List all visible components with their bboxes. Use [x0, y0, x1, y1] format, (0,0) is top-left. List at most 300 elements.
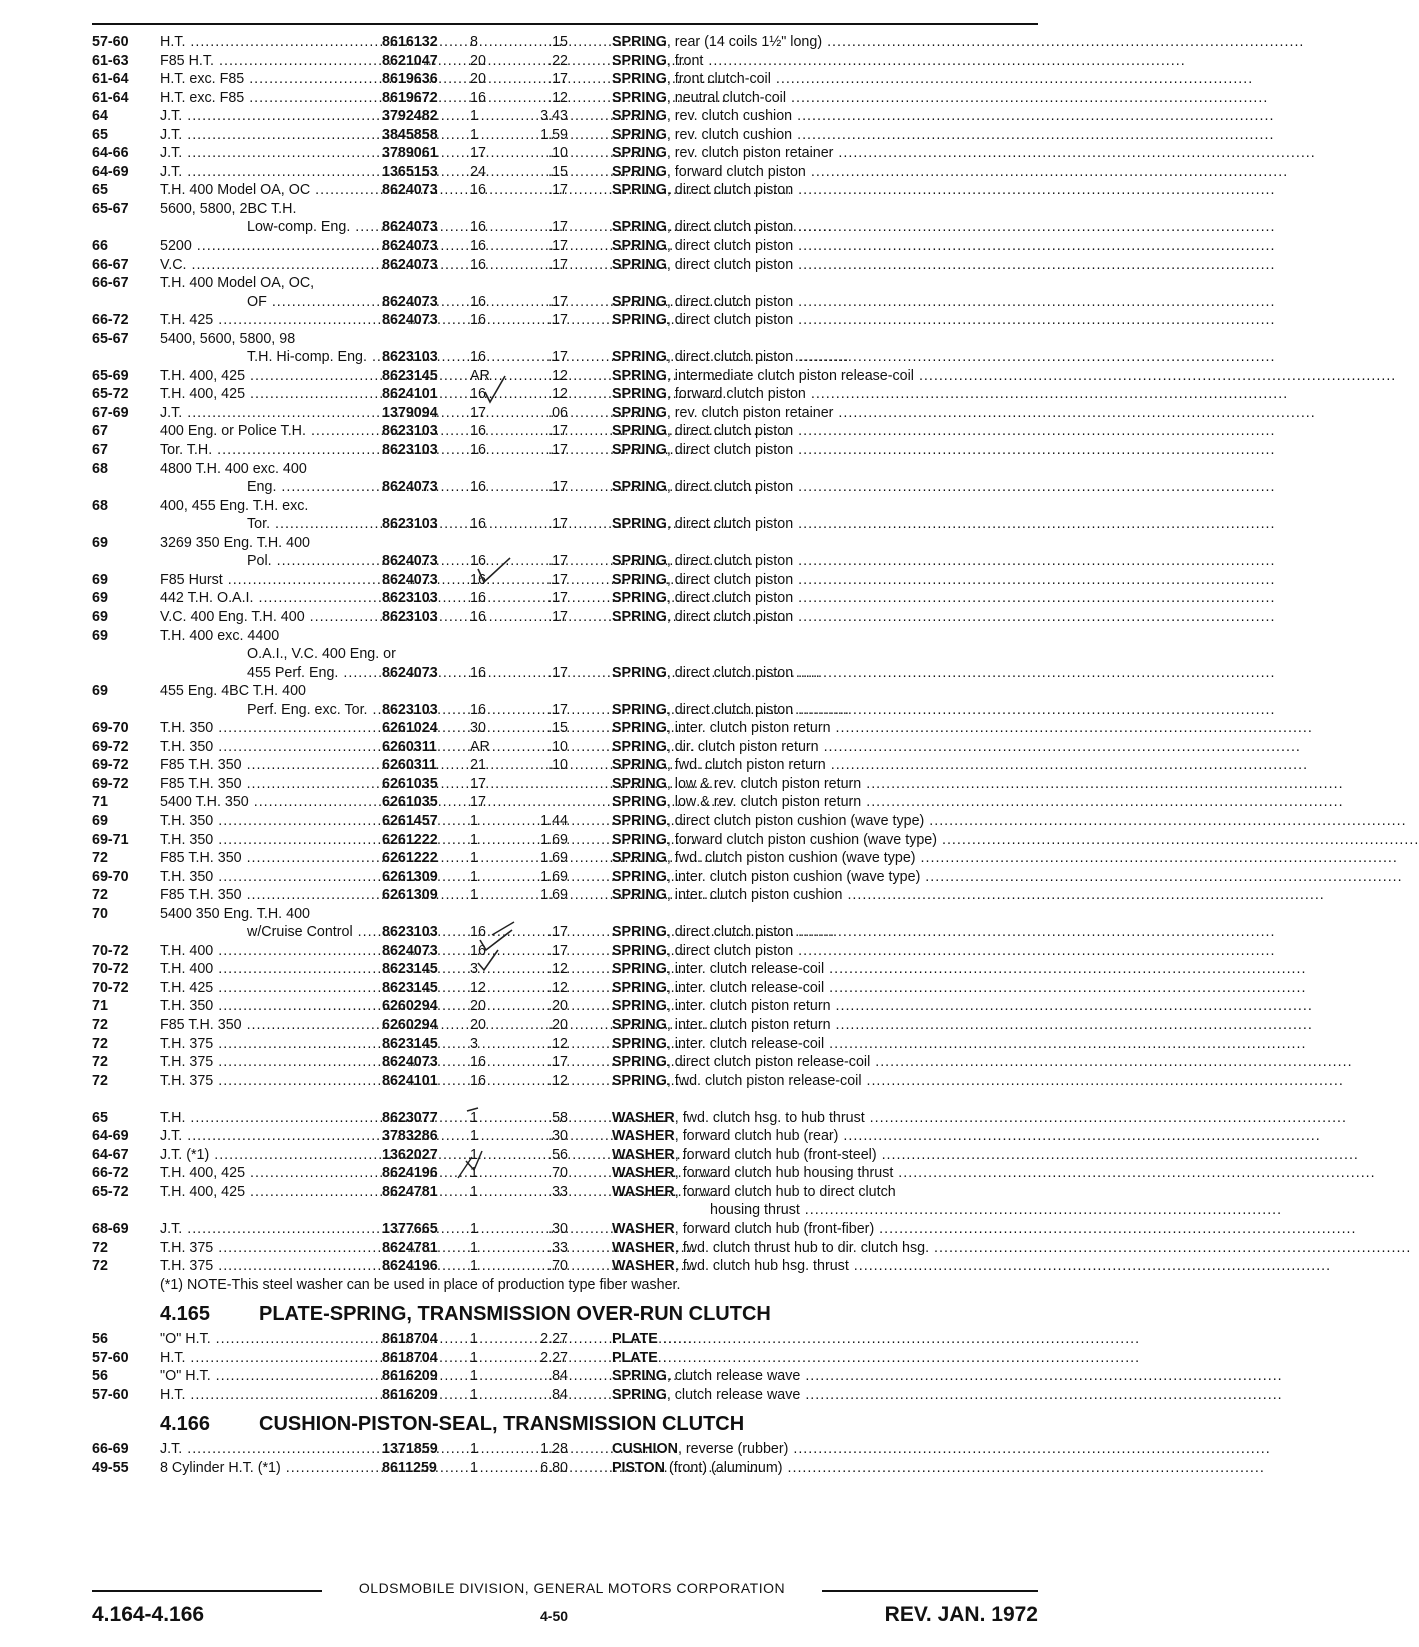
quantity: 24	[470, 163, 486, 180]
part-name: SPRING	[612, 757, 667, 774]
model-years: 64-66	[92, 145, 129, 162]
table-row	[92, 181, 1038, 200]
part-name: SPRING	[612, 1386, 667, 1403]
application: 5400 350 Eng. T.H. 400	[160, 905, 310, 922]
model-years: 70	[92, 905, 108, 922]
part-name: SPRING	[612, 720, 667, 737]
part-detail: , intermediate clutch piston release-coil	[666, 367, 914, 384]
description-continuation: housing thrust .....	[710, 1201, 1036, 1220]
part-name: SPRING	[612, 423, 667, 440]
part-number: 8618704	[382, 1349, 438, 1366]
quantity: 1	[470, 1109, 478, 1126]
application: 442 T.H. O.A.I. .....	[160, 589, 378, 608]
description	[612, 886, 1036, 905]
table-row	[92, 905, 1038, 924]
table-row	[92, 311, 1038, 330]
model-years: 65-67	[92, 330, 129, 347]
price: .12	[548, 89, 568, 106]
application: T.H. Hi-comp. Eng. .....	[247, 348, 378, 367]
price: .30	[548, 1128, 568, 1145]
part-detail: , low & rev. clutch piston return	[666, 794, 862, 811]
price: .17	[548, 590, 568, 607]
part-number: 8623145	[382, 1035, 438, 1052]
price: .12	[548, 367, 568, 384]
table-row	[92, 868, 1038, 887]
description	[612, 979, 1036, 998]
part-detail: , forward clutch hub (rear)	[674, 1128, 839, 1145]
price: .12	[548, 979, 568, 996]
application: T.H. 350 .....	[160, 812, 378, 831]
quantity: 16	[470, 238, 486, 255]
table-row	[92, 1016, 1038, 1035]
part-number: 8624781	[382, 1239, 438, 1256]
part-detail: , fwd. clutch piston release-coil	[666, 1072, 862, 1089]
part-number: 8624073	[382, 182, 438, 199]
part-detail: , rev. clutch piston retainer	[666, 145, 834, 162]
part-detail: , direct clutch piston cushion (wave type)	[666, 812, 925, 829]
model-years: 69-70	[92, 720, 129, 737]
quantity: 16	[470, 701, 486, 718]
application: T.H. 350 .....	[160, 997, 378, 1016]
part-detail: , forward clutch piston cushion (wave type)	[666, 831, 938, 848]
model-years: 69	[92, 534, 108, 551]
quantity: 20	[470, 52, 486, 69]
price: .17	[548, 701, 568, 718]
description	[612, 775, 1036, 794]
quantity: 1	[470, 850, 478, 867]
model-years: 67	[92, 442, 108, 459]
part-detail: , direct clutch piston	[666, 516, 794, 533]
part-detail: , direct clutch piston	[666, 553, 794, 570]
quantity: 16	[470, 1072, 486, 1089]
table-row	[92, 960, 1038, 979]
application: F85 Hurst .....	[160, 571, 378, 590]
part-name: SPRING	[612, 942, 667, 959]
model-years: 70-72	[92, 961, 129, 978]
table-row	[92, 52, 1038, 71]
table-row	[92, 70, 1038, 89]
application: T.H. 400 .....	[160, 942, 378, 961]
table-row	[92, 404, 1038, 423]
description	[612, 1239, 1036, 1258]
part-number: 8624073	[382, 312, 438, 329]
part-detail: , inter. clutch piston cushion (wave type)	[666, 868, 921, 885]
model-years: 65	[92, 182, 108, 199]
application: F85 T.H. 350 .....	[160, 886, 378, 905]
application: T.H. 400 Model OA, OC,	[160, 275, 315, 292]
model-years: 69	[92, 812, 108, 829]
quantity: 20	[470, 71, 486, 88]
application: T.H. 425 .....	[160, 311, 378, 330]
application: T.H. 375 .....	[160, 1053, 378, 1072]
description	[612, 1127, 1036, 1146]
model-years: 69-72	[92, 775, 129, 792]
table-row	[92, 1109, 1038, 1128]
quantity: 30	[470, 720, 486, 737]
application: T.H. 425 .....	[160, 979, 378, 998]
part-number: 8624073	[382, 1054, 438, 1071]
application: 455 Perf. Eng. .....	[247, 664, 378, 683]
application: J.T. .....	[160, 1440, 378, 1459]
description	[612, 348, 1036, 367]
application: H.T. .....	[160, 33, 378, 52]
application: T.H. 350 .....	[160, 738, 378, 757]
part-number: 1371859	[382, 1441, 438, 1458]
part-number: 8624073	[382, 479, 438, 496]
table-row	[92, 144, 1038, 163]
part-number: 8623103	[382, 349, 438, 366]
part-detail: , fwd. clutch piston cushion (wave type)	[666, 850, 916, 867]
quantity: 16	[470, 182, 486, 199]
model-years: 68	[92, 497, 108, 514]
application: O.A.I., V.C. 400 Eng. or	[247, 646, 396, 663]
table-row	[92, 812, 1038, 831]
application: T.H. 375 .....	[160, 1072, 378, 1091]
part-name: SPRING	[612, 590, 667, 607]
part-name: SPRING	[612, 794, 667, 811]
part-number: 8624073	[382, 256, 438, 273]
model-years: 72	[92, 1258, 108, 1275]
description	[612, 293, 1036, 312]
part-number: 3792482	[382, 108, 438, 125]
quantity: 1	[470, 1331, 478, 1348]
model-years: 57-60	[92, 1386, 129, 1403]
table-row	[92, 274, 1038, 293]
table-row	[92, 1183, 1038, 1202]
part-detail: , forward clutch hub (front-fiber)	[674, 1221, 875, 1237]
part-number: 6261457	[382, 812, 438, 829]
quantity: 1	[470, 1128, 478, 1145]
part-detail: , direct clutch piston	[666, 312, 794, 329]
section-heading	[92, 1294, 1038, 1330]
part-name: SPRING	[612, 1016, 667, 1033]
price: 1.69	[540, 831, 568, 848]
part-number: 8623103	[382, 423, 438, 440]
quantity: 16	[470, 423, 486, 440]
table-row	[92, 441, 1038, 460]
part-detail: , clutch release wave	[666, 1386, 801, 1403]
price: .17	[548, 238, 568, 255]
table-row	[92, 237, 1038, 256]
price: .56	[548, 1146, 568, 1163]
part-number: 6260294	[382, 1016, 438, 1033]
application: Eng. .....	[247, 478, 378, 497]
part-number: 8623145	[382, 367, 438, 384]
application: T.H. 400, 425 .....	[160, 367, 378, 386]
quantity: 20	[470, 1016, 486, 1033]
table-row	[92, 1386, 1038, 1405]
part-name: WASHER	[612, 1165, 675, 1182]
part-name: SPRING	[612, 182, 667, 199]
model-years: 71	[92, 794, 108, 811]
table-row	[92, 664, 1038, 683]
quantity: 1	[470, 1221, 478, 1237]
footnote-row	[92, 1276, 1038, 1295]
price: .17	[548, 664, 568, 681]
table-row	[92, 534, 1038, 553]
part-name: SPRING	[612, 979, 667, 996]
part-name: PISTON	[612, 1459, 665, 1476]
part-number: 1362027	[382, 1146, 438, 1163]
application: V.C. 400 Eng. T.H. 400 .....	[160, 608, 378, 627]
application: T.H. 400, 425 .....	[160, 385, 378, 404]
table-row	[92, 1330, 1038, 1349]
application: T.H. 400 Model OA, OC .....	[160, 181, 378, 200]
application: 455 Eng. 4BC T.H. 400	[160, 683, 306, 700]
part-detail: , forward clutch piston	[666, 163, 806, 180]
application: T.H. .....	[160, 1109, 378, 1128]
part-name: SPRING	[612, 738, 667, 755]
part-name: WASHER	[612, 1239, 675, 1256]
quantity: 16	[470, 516, 486, 533]
part-name: SPRING	[612, 367, 667, 384]
description	[612, 218, 1036, 237]
application: H.T. .....	[160, 1386, 378, 1405]
price: .15	[548, 720, 568, 737]
part-detail: , fwd. clutch hsg. to hub thrust	[674, 1109, 865, 1126]
description	[612, 1257, 1036, 1276]
part-name: WASHER	[612, 1258, 675, 1275]
model-years: 67-69	[92, 404, 129, 421]
price: .20	[548, 1016, 568, 1033]
table-row	[92, 385, 1038, 404]
part-name: SPRING	[612, 571, 667, 588]
model-years: 69-70	[92, 868, 129, 885]
quantity: 12	[470, 979, 486, 996]
description	[612, 367, 1036, 386]
table-row	[92, 1127, 1038, 1146]
quantity: 1	[470, 1239, 478, 1256]
part-number: 8624073	[382, 571, 438, 588]
application: T.H. 375 .....	[160, 1035, 378, 1054]
price: .12	[548, 961, 568, 978]
table-row	[92, 756, 1038, 775]
table-row	[92, 1146, 1038, 1165]
table-row	[92, 552, 1038, 571]
price: .17	[548, 256, 568, 273]
quantity: 16	[470, 293, 486, 310]
description	[612, 1386, 1036, 1405]
part-number: 6261222	[382, 850, 438, 867]
part-detail: , clutch release wave	[666, 1368, 801, 1385]
table-row	[92, 589, 1038, 608]
quantity: 16	[470, 219, 486, 236]
model-years: 72	[92, 887, 108, 904]
model-years: 70-72	[92, 942, 129, 959]
model-years: 56	[92, 1331, 108, 1348]
part-detail: , direct clutch piston	[666, 924, 794, 941]
part-name: SPRING	[612, 961, 667, 978]
table-row	[92, 627, 1038, 646]
part-name: WASHER	[612, 1221, 675, 1237]
price: .33	[548, 1183, 568, 1200]
part-name: WASHER	[612, 1183, 675, 1200]
table-row	[92, 256, 1038, 275]
part-name: WASHER	[612, 1146, 675, 1163]
table-row	[92, 701, 1038, 720]
part-name: SPRING	[612, 34, 667, 50]
price: .84	[548, 1368, 568, 1385]
quantity: 1	[470, 1258, 478, 1275]
quantity: 1	[470, 868, 478, 885]
part-detail: , direct clutch piston	[666, 256, 794, 273]
model-years: 61-63	[92, 52, 129, 69]
section-title: PLATE-SPRING, TRANSMISSION OVER-RUN CLUTCH	[259, 1303, 771, 1326]
quantity: 1	[470, 1146, 478, 1163]
part-detail: , rev. clutch piston retainer	[666, 404, 834, 421]
price: .12	[548, 1035, 568, 1052]
part-detail: , direct clutch piston	[666, 349, 794, 366]
model-years: 69	[92, 627, 108, 644]
price: .17	[548, 349, 568, 366]
table-row	[92, 126, 1038, 145]
part-name: SPRING	[612, 312, 667, 329]
part-number: 8623103	[382, 516, 438, 533]
parts-list	[92, 33, 1038, 1477]
part-detail: , front	[666, 52, 704, 69]
part-name: SPRING	[612, 71, 667, 88]
application: Tor. .....	[247, 515, 378, 534]
price: .33	[548, 1239, 568, 1256]
part-detail: , direct clutch piston	[666, 182, 794, 199]
price: .17	[548, 312, 568, 329]
model-years: 69-72	[92, 738, 129, 755]
table-row	[92, 571, 1038, 590]
price: .17	[548, 479, 568, 496]
section-title: CUSHION-PISTON-SEAL, TRANSMISSION CLUTCH	[259, 1413, 745, 1436]
model-years: 66-72	[92, 312, 129, 329]
part-name: SPRING	[612, 256, 667, 273]
footer-rule-right	[822, 1590, 1038, 1592]
table-row	[92, 1053, 1038, 1072]
part-name: SPRING	[612, 349, 667, 366]
price: .84	[548, 1386, 568, 1403]
part-number: 6261309	[382, 868, 438, 885]
model-years: 64-69	[92, 1128, 129, 1145]
part-detail: , direct clutch piston	[666, 219, 794, 236]
part-detail: , fwd. clutch hub hsg. thrust	[674, 1258, 849, 1275]
table-row	[92, 1072, 1038, 1091]
description	[612, 831, 1036, 850]
model-years: 69-71	[92, 831, 129, 848]
table-row	[92, 515, 1038, 534]
price: 1.59	[540, 126, 568, 143]
part-number: 8623103	[382, 590, 438, 607]
application: J.T. .....	[160, 404, 378, 423]
application: 400 Eng. or Police T.H. .....	[160, 422, 378, 441]
price: .12	[548, 1072, 568, 1089]
model-years: 69	[92, 683, 108, 700]
application: OF .....	[247, 293, 378, 312]
description	[612, 404, 1036, 423]
quantity: 16	[470, 590, 486, 607]
price: 1.28	[540, 1441, 568, 1458]
quantity: 17	[470, 145, 486, 162]
description	[612, 1164, 1036, 1183]
quantity: 3	[470, 1035, 478, 1052]
part-number: 6260311	[382, 757, 437, 774]
part-number: 8624073	[382, 664, 438, 681]
model-years: 57-60	[92, 1349, 129, 1366]
description	[612, 144, 1036, 163]
description	[612, 868, 1036, 887]
description	[612, 237, 1036, 256]
part-name: SPRING	[612, 775, 667, 792]
price: 1.44	[540, 812, 568, 829]
part-detail: , low & rev. clutch piston return	[666, 775, 862, 792]
table-row	[92, 979, 1038, 998]
description	[612, 719, 1036, 738]
part-name: SPRING	[612, 924, 667, 941]
quantity: 1	[470, 1165, 478, 1182]
price: 3.43	[540, 108, 568, 125]
part-detail: , direct clutch piston release-coil	[666, 1054, 871, 1071]
price: .17	[548, 516, 568, 533]
part-detail: , direct clutch piston	[666, 571, 794, 588]
description	[612, 311, 1036, 330]
application: "O" H.T. .....	[160, 1330, 378, 1349]
part-number: 8618704	[382, 1331, 438, 1348]
part-detail: , inter. clutch release-coil	[666, 1035, 825, 1052]
part-name: SPRING	[612, 52, 667, 69]
description	[612, 89, 1036, 108]
part-number: 6261035	[382, 775, 438, 792]
table-row	[92, 460, 1038, 479]
description	[612, 793, 1036, 812]
application: Tor. T.H. .....	[160, 441, 378, 460]
description	[612, 960, 1036, 979]
table-row	[92, 348, 1038, 367]
description	[612, 1459, 1036, 1478]
part-number: 8616209	[382, 1386, 438, 1403]
part-number: 8616209	[382, 1368, 438, 1385]
part-name: PLATE	[612, 1331, 658, 1348]
part-number: 6260311	[382, 738, 437, 755]
model-years: 72	[92, 1054, 108, 1071]
part-detail: , direct clutch piston	[666, 942, 794, 959]
application: J.T. .....	[160, 126, 378, 145]
part-number: 8623145	[382, 961, 438, 978]
price: .15	[548, 34, 568, 50]
model-years: 64	[92, 108, 108, 125]
quantity: 1	[470, 831, 478, 848]
model-years: 61-64	[92, 71, 129, 88]
part-detail: , forward clutch hub to direct clutch	[674, 1183, 896, 1200]
application: T.H. 400, 425 .....	[160, 1164, 378, 1183]
application: T.H. 375 .....	[160, 1257, 378, 1276]
model-years: 61-64	[92, 89, 129, 106]
quantity: 1	[470, 1441, 478, 1458]
part-name: WASHER	[612, 1109, 675, 1126]
price: .17	[548, 182, 568, 199]
price: .17	[548, 924, 568, 941]
quantity: 21	[470, 757, 486, 774]
application: F85 T.H. 350 .....	[160, 775, 378, 794]
quantity: AR	[470, 367, 490, 384]
part-name: SPRING	[612, 887, 667, 904]
part-number: 8623103	[382, 701, 438, 718]
quantity: 1	[470, 1386, 478, 1403]
part-number: 6261035	[382, 794, 438, 811]
part-detail: , rear (14 coils 1½" long)	[666, 34, 823, 50]
description	[612, 997, 1036, 1016]
part-detail: , neutral clutch-coil	[666, 89, 787, 106]
table-row	[92, 831, 1038, 850]
price: .17	[548, 293, 568, 310]
price: .17	[548, 553, 568, 570]
section-number: 4.165	[160, 1303, 211, 1326]
description	[612, 552, 1036, 571]
